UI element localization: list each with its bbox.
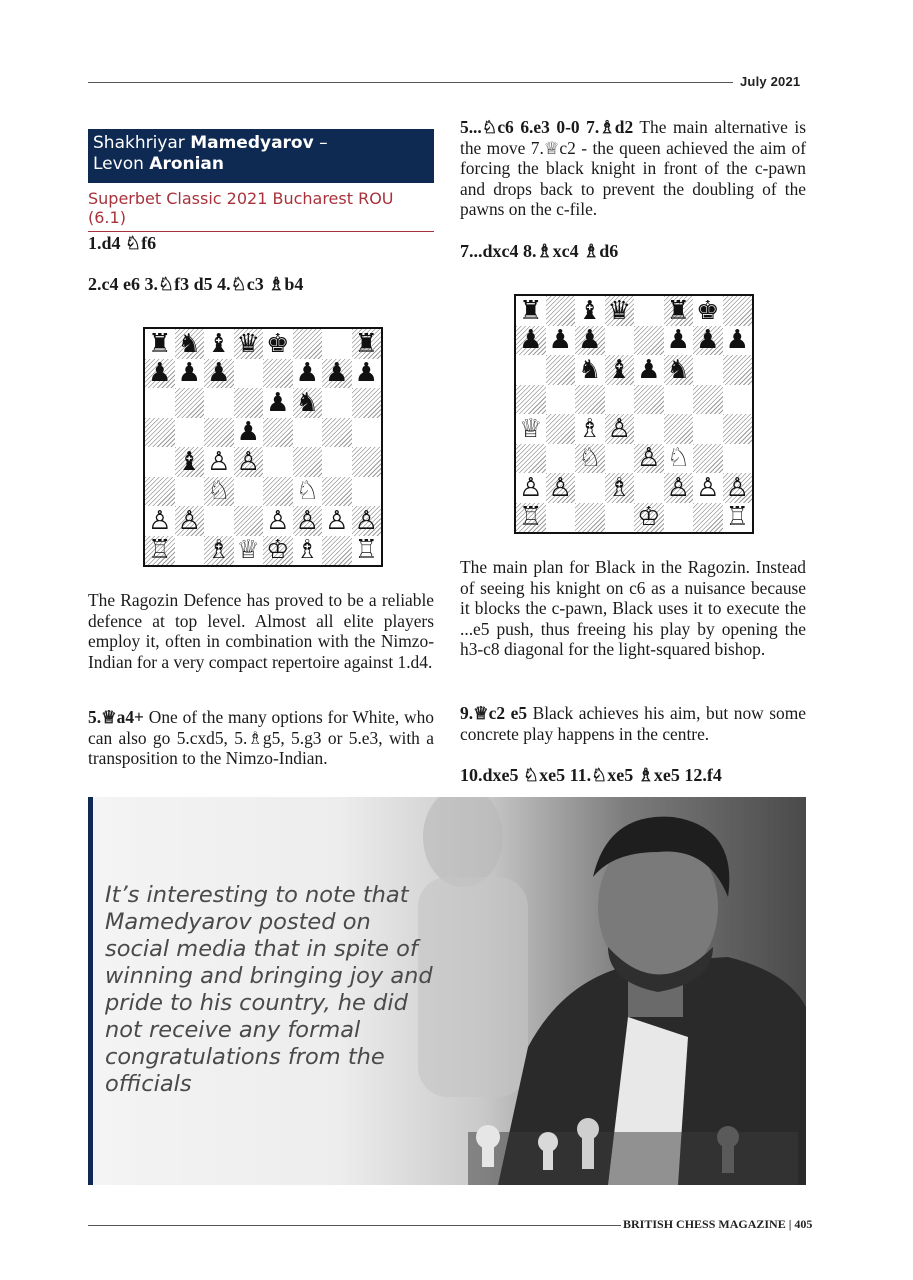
square-f4 bbox=[664, 414, 694, 444]
game-title bbox=[88, 129, 434, 183]
black-piece-c7: ♟ bbox=[207, 358, 231, 389]
square-c6 bbox=[575, 355, 605, 385]
header-rule bbox=[88, 82, 733, 83]
white-piece-h1: ♖ bbox=[354, 535, 378, 566]
square-g2 bbox=[322, 506, 352, 536]
white-piece-f1: ♗ bbox=[295, 535, 319, 566]
white-piece-c1: ♗ bbox=[207, 535, 231, 566]
paragraph-nc6 bbox=[460, 117, 806, 220]
square-f7 bbox=[293, 359, 323, 389]
black-piece-a8: ♜ bbox=[519, 295, 543, 326]
square-h1 bbox=[352, 536, 382, 566]
square-b2 bbox=[175, 506, 205, 536]
square-g3 bbox=[693, 444, 723, 474]
square-b6 bbox=[546, 355, 576, 385]
square-f2 bbox=[664, 473, 694, 503]
square-d4 bbox=[605, 414, 635, 444]
square-g8 bbox=[322, 329, 352, 359]
square-a3 bbox=[516, 444, 546, 474]
black-piece-h7: ♟ bbox=[725, 325, 749, 356]
square-e5 bbox=[634, 385, 664, 415]
square-h5 bbox=[723, 385, 753, 415]
square-e8 bbox=[634, 296, 664, 326]
white-piece-e3: ♙ bbox=[637, 443, 661, 474]
square-c7 bbox=[204, 359, 234, 389]
white-piece-c4: ♙ bbox=[207, 446, 231, 477]
square-b4 bbox=[546, 414, 576, 444]
chess-diagram-2 bbox=[514, 294, 754, 534]
white-piece-a1: ♖ bbox=[148, 535, 172, 566]
square-e2 bbox=[263, 506, 293, 536]
square-e1 bbox=[634, 503, 664, 533]
square-e8 bbox=[263, 329, 293, 359]
pull-quote: It’s interesting to note that Mamedyarov posted on social media that in spite of winning and bringing joy and pride to his country, he did not receive any formal congratulations from the officials bbox=[105, 882, 433, 1097]
black-piece-f6: ♞ bbox=[666, 354, 690, 385]
square-h7 bbox=[723, 326, 753, 356]
square-b6 bbox=[175, 388, 205, 418]
square-c7 bbox=[575, 326, 605, 356]
white-piece-b2: ♙ bbox=[177, 505, 201, 536]
square-a1 bbox=[516, 503, 546, 533]
white-piece-e1: ♔ bbox=[637, 502, 661, 533]
square-h2 bbox=[723, 473, 753, 503]
square-f4 bbox=[293, 447, 323, 477]
black-piece-a8: ♜ bbox=[148, 328, 172, 359]
square-d7 bbox=[234, 359, 264, 389]
square-c1 bbox=[204, 536, 234, 566]
square-d6 bbox=[234, 388, 264, 418]
white-piece-h2: ♙ bbox=[354, 505, 378, 536]
square-b3 bbox=[175, 477, 205, 507]
black-piece-d5: ♟ bbox=[236, 417, 260, 448]
player-photo bbox=[88, 797, 806, 1185]
black-piece-f6: ♞ bbox=[295, 387, 319, 418]
square-b8 bbox=[546, 296, 576, 326]
white-piece-g2: ♙ bbox=[325, 505, 349, 536]
paragraph-ragozin: The Ragozin Defence has proved to be a reliable defence at top level. Almost all elite players employ it, often in combination with the Nimzo-Indian for a very compact repertoire against 1.d4. bbox=[88, 590, 434, 672]
square-c3 bbox=[575, 444, 605, 474]
square-g1 bbox=[693, 503, 723, 533]
square-c4 bbox=[204, 447, 234, 477]
black-piece-g7: ♟ bbox=[325, 358, 349, 389]
black-piece-e8: ♚ bbox=[266, 328, 290, 359]
black-piece-a7: ♟ bbox=[148, 358, 172, 389]
square-b7 bbox=[546, 326, 576, 356]
square-g2 bbox=[693, 473, 723, 503]
white-piece-a2: ♙ bbox=[148, 505, 172, 536]
white-piece-g2: ♙ bbox=[696, 472, 720, 503]
square-e4 bbox=[634, 414, 664, 444]
title-dash: – bbox=[313, 133, 328, 153]
square-h8 bbox=[352, 329, 382, 359]
square-a7 bbox=[516, 326, 546, 356]
square-e1 bbox=[263, 536, 293, 566]
square-d8 bbox=[605, 296, 635, 326]
square-h3 bbox=[723, 444, 753, 474]
move-line-3: 7...dxc4 8.♗xc4 ♗d6 bbox=[460, 241, 619, 261]
paragraph-qc2 bbox=[460, 703, 806, 744]
square-b5 bbox=[175, 418, 205, 448]
square-c8 bbox=[204, 329, 234, 359]
white-piece-e1: ♔ bbox=[266, 535, 290, 566]
black-piece-d8: ♛ bbox=[236, 328, 260, 359]
white-piece-c3: ♘ bbox=[578, 443, 602, 474]
square-b3 bbox=[546, 444, 576, 474]
square-f6 bbox=[293, 388, 323, 418]
white-piece-d4: ♙ bbox=[607, 413, 631, 444]
move-nc6: 5...♘c6 6.e3 0-0 7.♗d2 bbox=[460, 117, 634, 137]
black-piece-f8: ♜ bbox=[666, 295, 690, 326]
chess-diagram-1 bbox=[143, 327, 383, 567]
white-piece-c3: ♘ bbox=[207, 476, 231, 507]
black-piece-c8: ♝ bbox=[207, 328, 231, 359]
square-c8 bbox=[575, 296, 605, 326]
square-e4 bbox=[263, 447, 293, 477]
black-piece-e6: ♟ bbox=[637, 354, 661, 385]
square-b2 bbox=[546, 473, 576, 503]
square-d8 bbox=[234, 329, 264, 359]
square-c2 bbox=[204, 506, 234, 536]
square-h4 bbox=[723, 414, 753, 444]
black-piece-f7: ♟ bbox=[295, 358, 319, 389]
black-piece-b7: ♟ bbox=[548, 325, 572, 356]
square-d5 bbox=[605, 385, 635, 415]
square-d4 bbox=[234, 447, 264, 477]
footer-page: BRITISH CHESS MAGAZINE | 405 bbox=[623, 1217, 813, 1231]
square-g1 bbox=[322, 536, 352, 566]
square-h1 bbox=[723, 503, 753, 533]
white-piece-f2: ♙ bbox=[666, 472, 690, 503]
square-c1 bbox=[575, 503, 605, 533]
white-piece-a4: ♕ bbox=[519, 413, 543, 444]
black-piece-b7: ♟ bbox=[177, 358, 201, 389]
square-d2 bbox=[605, 473, 635, 503]
white-piece-d1: ♕ bbox=[236, 535, 260, 566]
white-piece-e2: ♙ bbox=[266, 505, 290, 536]
square-h5 bbox=[352, 418, 382, 448]
quote-accent-bar bbox=[88, 797, 93, 1185]
square-e3 bbox=[634, 444, 664, 474]
black-piece-e6: ♟ bbox=[266, 387, 290, 418]
square-f5 bbox=[664, 385, 694, 415]
square-d3 bbox=[234, 477, 264, 507]
square-e6 bbox=[263, 388, 293, 418]
square-f5 bbox=[293, 418, 323, 448]
paragraph-nc6-text: The main alternative is the move 7.♕c2 - the queen achieved the aim of forcing the black knight in front of the c-pawn and drops back to prevent the doubling of the pawns on the c-file. bbox=[460, 117, 806, 220]
square-a8 bbox=[145, 329, 175, 359]
square-c3 bbox=[204, 477, 234, 507]
square-c6 bbox=[204, 388, 234, 418]
square-h3 bbox=[352, 477, 382, 507]
square-c4 bbox=[575, 414, 605, 444]
square-f3 bbox=[664, 444, 694, 474]
issue-date: July 2021 bbox=[740, 74, 801, 89]
square-f7 bbox=[664, 326, 694, 356]
square-a2 bbox=[145, 506, 175, 536]
square-f3 bbox=[293, 477, 323, 507]
square-b4 bbox=[175, 447, 205, 477]
white-piece-f3: ♘ bbox=[295, 476, 319, 507]
square-g7 bbox=[693, 326, 723, 356]
square-c5 bbox=[204, 418, 234, 448]
square-h8 bbox=[723, 296, 753, 326]
black-piece-c8: ♝ bbox=[578, 295, 602, 326]
white-piece-h1: ♖ bbox=[725, 502, 749, 533]
square-a7 bbox=[145, 359, 175, 389]
white-piece-a1: ♖ bbox=[519, 502, 543, 533]
black-piece-c7: ♟ bbox=[578, 325, 602, 356]
square-d3 bbox=[605, 444, 635, 474]
square-f8 bbox=[664, 296, 694, 326]
square-g5 bbox=[693, 385, 723, 415]
black-piece-g8: ♚ bbox=[696, 295, 720, 326]
square-g8 bbox=[693, 296, 723, 326]
square-a5 bbox=[145, 418, 175, 448]
square-b1 bbox=[175, 536, 205, 566]
white-last-name: Mamedyarov bbox=[190, 133, 314, 153]
square-f8 bbox=[293, 329, 323, 359]
black-piece-g7: ♟ bbox=[696, 325, 720, 356]
black-last-name: Aronian bbox=[149, 154, 225, 174]
square-f6 bbox=[664, 355, 694, 385]
square-h2 bbox=[352, 506, 382, 536]
white-piece-d2: ♗ bbox=[607, 472, 631, 503]
square-e7 bbox=[263, 359, 293, 389]
square-e3 bbox=[263, 477, 293, 507]
move-line-1: 1.d4 ♘f6 bbox=[88, 233, 157, 253]
black-piece-a7: ♟ bbox=[519, 325, 543, 356]
black-piece-f7: ♟ bbox=[666, 325, 690, 356]
paragraph-main-plan: The main plan for Black in the Ragozin. Instead of seeing his knight on c6 as a nuisance because it blocks the c-pawn, Black uses it to execute the ...e5 push, thus freeing his play by opening the h3-c8 diagonal for the light-squared bishop. bbox=[460, 557, 806, 660]
square-g4 bbox=[322, 447, 352, 477]
move-line-2: 2.c4 e6 3.♘f3 d5 4.♘c3 ♗b4 bbox=[88, 274, 304, 294]
square-b1 bbox=[546, 503, 576, 533]
square-b5 bbox=[546, 385, 576, 415]
square-f1 bbox=[664, 503, 694, 533]
white-piece-h2: ♙ bbox=[725, 472, 749, 503]
square-b7 bbox=[175, 359, 205, 389]
square-d6 bbox=[605, 355, 635, 385]
square-d5 bbox=[234, 418, 264, 448]
square-h7 bbox=[352, 359, 382, 389]
paragraph-qa4 bbox=[88, 707, 434, 769]
white-piece-a2: ♙ bbox=[519, 472, 543, 503]
square-a6 bbox=[145, 388, 175, 418]
white-piece-f3: ♘ bbox=[666, 443, 690, 474]
square-d2 bbox=[234, 506, 264, 536]
move-line-4: 10.dxe5 ♘xe5 11.♘xe5 ♗xe5 12.f4 bbox=[460, 765, 722, 785]
black-first-name: Levon bbox=[93, 154, 150, 174]
square-a4 bbox=[145, 447, 175, 477]
square-e5 bbox=[263, 418, 293, 448]
square-c2 bbox=[575, 473, 605, 503]
square-g5 bbox=[322, 418, 352, 448]
move-qa4: 5.♕a4+ bbox=[88, 707, 144, 727]
square-e6 bbox=[634, 355, 664, 385]
square-b8 bbox=[175, 329, 205, 359]
white-first-name: Shakhriyar bbox=[93, 133, 191, 153]
square-a2 bbox=[516, 473, 546, 503]
square-d7 bbox=[605, 326, 635, 356]
square-g3 bbox=[322, 477, 352, 507]
paragraph-qc2-text: Black achieves his aim, but now some concrete play happens in the centre. bbox=[460, 703, 806, 744]
black-piece-c6: ♞ bbox=[578, 354, 602, 385]
white-piece-d4: ♙ bbox=[236, 446, 260, 477]
square-d1 bbox=[605, 503, 635, 533]
event-name: Superbet Classic 2021 Bucharest ROU (6.1) bbox=[88, 189, 434, 232]
square-h6 bbox=[352, 388, 382, 418]
paragraph-qa4-text: One of the many options for White, who can also go 5.cxd5, 5.♗g5, 5.g3 or 5.e3, with a transposition to the Nimzo-Indian. bbox=[88, 707, 434, 769]
square-g4 bbox=[693, 414, 723, 444]
square-g6 bbox=[322, 388, 352, 418]
square-h4 bbox=[352, 447, 382, 477]
black-piece-b8: ♞ bbox=[177, 328, 201, 359]
square-h6 bbox=[723, 355, 753, 385]
square-e7 bbox=[634, 326, 664, 356]
move-qc2: 9.♕c2 e5 bbox=[460, 703, 528, 723]
square-a3 bbox=[145, 477, 175, 507]
square-c5 bbox=[575, 385, 605, 415]
square-a1 bbox=[145, 536, 175, 566]
black-piece-h8: ♜ bbox=[354, 328, 378, 359]
square-a5 bbox=[516, 385, 546, 415]
square-a4 bbox=[516, 414, 546, 444]
square-f1 bbox=[293, 536, 323, 566]
black-piece-h7: ♟ bbox=[354, 358, 378, 389]
white-piece-f2: ♙ bbox=[295, 505, 319, 536]
square-g7 bbox=[322, 359, 352, 389]
white-piece-c4: ♗ bbox=[578, 413, 602, 444]
square-a6 bbox=[516, 355, 546, 385]
footer-rule bbox=[88, 1225, 621, 1226]
black-piece-d8: ♛ bbox=[607, 295, 631, 326]
white-piece-b2: ♙ bbox=[548, 472, 572, 503]
square-e2 bbox=[634, 473, 664, 503]
square-d1 bbox=[234, 536, 264, 566]
square-g6 bbox=[693, 355, 723, 385]
black-piece-d6: ♝ bbox=[607, 354, 631, 385]
square-f2 bbox=[293, 506, 323, 536]
black-piece-b4: ♝ bbox=[177, 446, 201, 477]
square-a8 bbox=[516, 296, 546, 326]
